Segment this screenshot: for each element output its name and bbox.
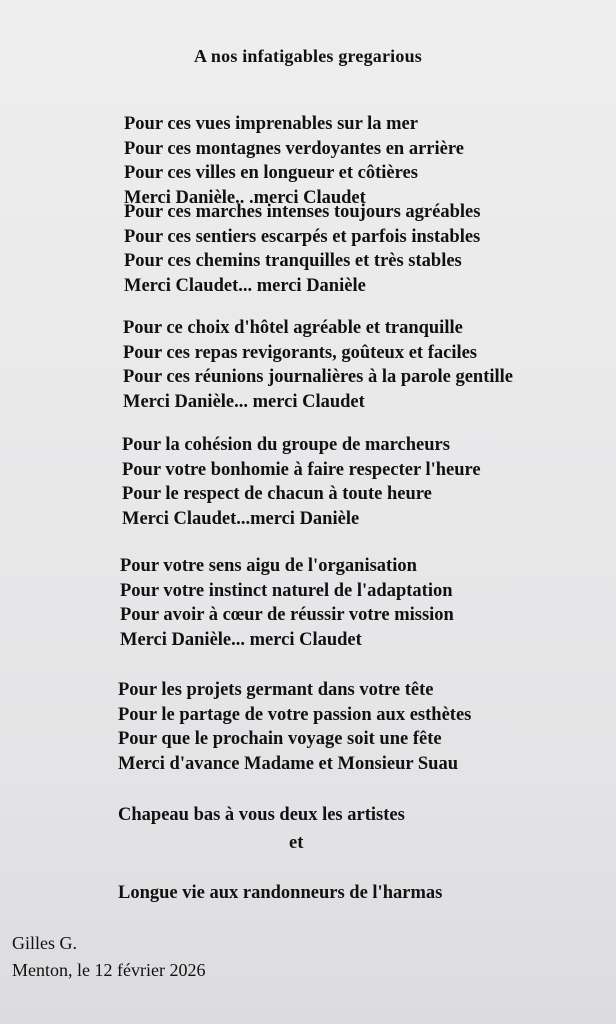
stanza-line: Pour le respect de chacun à toute heure: [122, 484, 432, 504]
signature-name: Gilles G.: [12, 933, 77, 953]
stanza-4: [122, 433, 481, 531]
stanza-refrain: Merci Claudet... merci Danièle: [124, 275, 366, 296]
stanza-line: Pour ces sentiers escarpés et parfois instables: [124, 226, 481, 247]
stanza-line: Pour ces vues imprenables sur la mer: [124, 114, 418, 134]
stanza-refrain: Merci Danièle... merci Claudet: [120, 629, 362, 650]
stanza-line: Pour ces chemins tranquilles et très stables: [124, 251, 462, 271]
stanza-line: Pour ces réunions journalières à la parole gentille: [123, 367, 514, 387]
stanza-line: Pour ces villes en longueur et côtières: [124, 163, 418, 183]
stanza-refrain: Merci Claudet...merci Danièle: [122, 508, 360, 529]
stanza-5: [120, 554, 454, 652]
stanza-3: [123, 316, 513, 414]
stanza-2: [124, 200, 480, 298]
stanza-line: Pour les projets germant dans votre tête: [118, 680, 434, 700]
poem-title: A nos infatigables gregarious: [194, 46, 422, 66]
stanza-line: Pour votre bonhomie à faire respecter l'heure: [122, 459, 481, 480]
stanza-line: Pour le partage de votre passion aux esthètes: [118, 704, 472, 725]
closing-line-3: Longue vie aux randonneurs de l'harmas: [118, 883, 443, 903]
stanza-line: Pour ces montagnes verdoyantes en arrière: [124, 138, 464, 159]
stanza-line: Pour que le prochain voyage soit une fête: [118, 729, 442, 749]
stanza-1: [124, 112, 464, 210]
stanza-line: Pour la cohésion du groupe de marcheurs: [122, 435, 450, 455]
stanza-refrain: Merci Danièle... merci Claudet: [123, 391, 365, 412]
stanza-line: Pour ces marches intenses toujours agréables: [124, 202, 481, 222]
closing-line-1: Chapeau bas à vous deux les artistes: [118, 805, 405, 825]
stanza-line: Pour votre instinct naturel de l'adaptation: [120, 580, 453, 601]
stanza-line: Pour ces repas revigorants, goûteux et faciles: [123, 342, 478, 363]
stanza-line: Pour votre sens aigu de l'organisation: [120, 556, 417, 576]
stanza-6: [118, 678, 471, 776]
stanza-refrain: Merci d'avance Madame et Monsieur Suau: [118, 753, 458, 774]
stanza-line: Pour ce choix d'hôtel agréable et tranquille: [123, 318, 463, 338]
signature-place-date: Menton, le 12 février 2026: [12, 960, 206, 980]
stanza-refrain: Merci Danièle.. .merci Claudet: [124, 187, 366, 208]
closing-line-2: et: [289, 833, 304, 853]
stanza-line: Pour avoir à cœur de réussir votre mission: [120, 605, 454, 625]
